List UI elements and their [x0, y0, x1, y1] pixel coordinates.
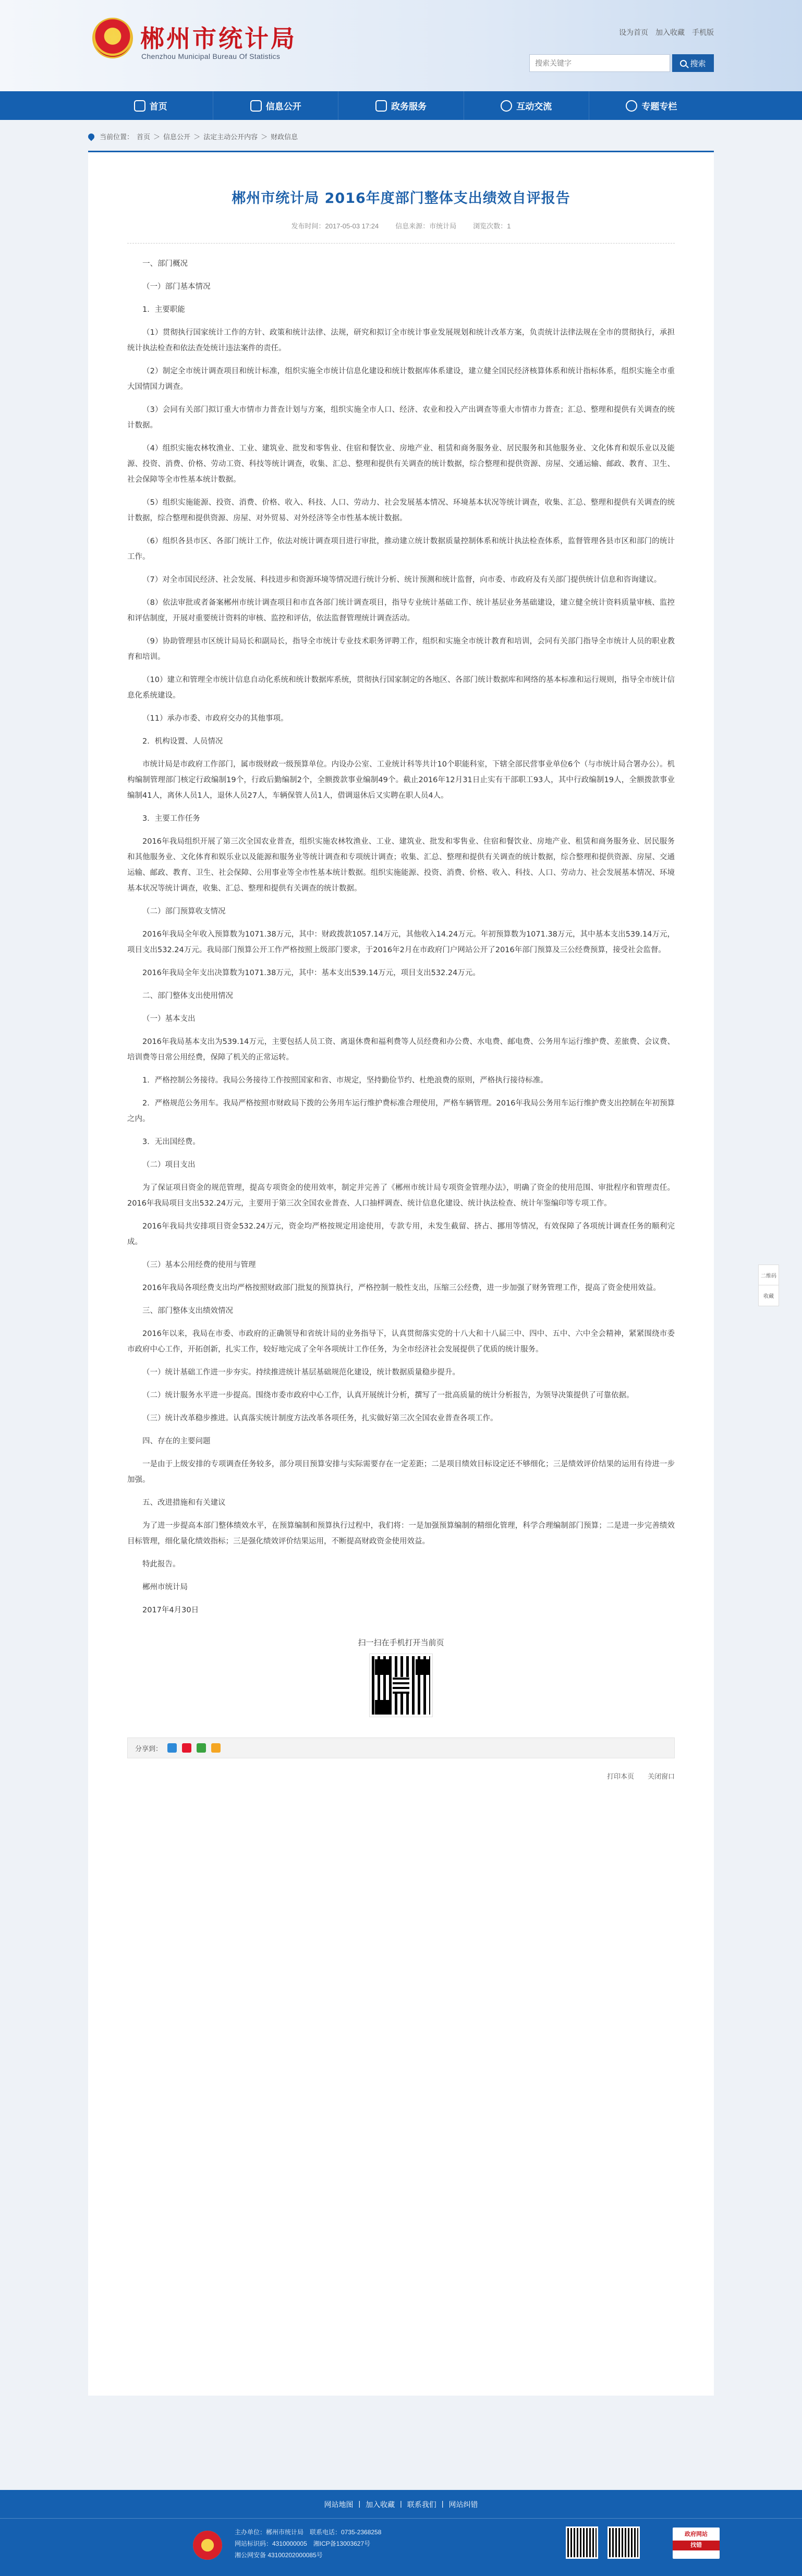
nav-item-home[interactable] — [88, 91, 213, 120]
site-name[interactable]: 郴州市统计局 — [140, 25, 297, 53]
footer-divider — [0, 2518, 802, 2519]
search-icon — [680, 60, 687, 67]
article-paragraph: 2．严格规范公务用车。我局严格按照市财政局下拨的公务用车运行维护费标准合理使用，严格车辆管理。2016年我局公务用车运行维护费支出控制在年初预算之内。 — [127, 1099, 675, 1123]
article-paragraph: （5）组织实施能源、投资、消费、价格、收入、科技、人口、劳动力、社会发展基本情况、环境基本状况等统计调查，收集、汇总、整理和提供有关调查的统计数据，综合整理和提供资源、房屋、对外贸易、对外经济等全市性基本统计数据。 — [127, 499, 675, 523]
article-paragraph: 1．主要职能 — [142, 306, 185, 314]
qr-code-icon — [370, 1654, 432, 1717]
badge-top-label: 政府网站 — [685, 2531, 708, 2537]
article-paragraph: （二）统计服务水平进一步提高。围绕市委市政府中心工作，认真开展统计分析，撰写了一批高质量的统计分析报告，为领导决策提供了可靠依据。 — [142, 1391, 634, 1400]
search-button[interactable] — [672, 54, 714, 72]
article-paragraph: 三、部门整体支出绩效情况 — [142, 1307, 233, 1315]
article-paragraph: （10）建立和管理全市统计信息自动化系统和统计数据库系统，贯彻执行国家制定的各地区、各部门统计数据库和网络的基本标准和运行规则，指导全市统计信息化系统建设。 — [127, 676, 675, 700]
qr-caption: 扫一扫在手机打开当前页 — [358, 1638, 444, 1647]
article-paragraph: 为了进一步提高本部门整体绩效水平，在预算编制和预算执行过程中，我们将：一是加强预算编制的精细化管理，科学合理编制部门预算；二是进一步完善绩效目标管理，细化量化绩效指标；三是强化绩效评价结果运用，不断提高财政资金使用效益。 — [127, 1522, 675, 1546]
top-links — [619, 27, 714, 38]
article-paragraph: （4）组织实施农林牧渔业、工业、建筑业、批发和零售业、住宿和餐饮业、房地产业、租赁和商务服务业、居民服务和其他服务业、文化体育和娱乐业以及能源、投资、消费、价格、劳动工资、科技等统计调查，收集、汇总、整理和提供有关调查的统计数据，综合整理和提供资源、房屋、交通运输、邮政、教育、卫生、社会保障等全市性基本统计数据。 — [127, 444, 675, 484]
article-paragraph: 2016年我局各项经费支出均严格按照财政部门批复的预算执行，严格控制一般性支出，压缩三公经费，进一步加强了财务管理工作，提高了资金使用效益。 — [142, 1284, 661, 1292]
close-window-button[interactable]: 关闭窗口 — [647, 1772, 675, 1780]
search-input[interactable] — [529, 54, 670, 72]
footer-link-sitemap[interactable]: 网站地图 — [324, 2500, 354, 2509]
share-bar — [127, 1737, 675, 1758]
side-qr-button[interactable]: 二维码 — [758, 1265, 779, 1285]
article-paragraph: 为了保证项目资金的规范管理，提高专项资金的使用效率，制定并完善了《郴州市统计局专项资金管理办法》，明确了资金的使用范围、审批程序和管理责任。2016年我局项目支出532.24万元，主要用于第三次全国农业普查、人口抽样调查、统计信息化建设、统计执法检查、统计年鉴编印等专项工作。 — [127, 1184, 675, 1208]
chat-icon — [501, 100, 512, 112]
topic-icon — [626, 100, 637, 112]
article-paragraph: （1）贯彻执行国家统计工作的方针、政策和统计法律、法规，研究和拟订全市统计事业发展规划和统计改革方案，负责统计法律法规在全市的贯彻执行，承担统计执法检查和依法查处统计违法案件的责任。 — [127, 329, 675, 353]
search-button-label: 搜索 — [690, 59, 706, 68]
nav-item-label: 首页 — [149, 102, 167, 112]
nav-item-label: 政务服务 — [391, 102, 427, 112]
article-tools — [127, 1771, 675, 1781]
service-icon — [375, 100, 387, 112]
weibo-qr-icon — [607, 2526, 640, 2559]
side-favorite-button[interactable]: 收藏 — [758, 1285, 779, 1306]
gov-site-badge[interactable] — [673, 2528, 720, 2559]
breadcrumb-item-info-public[interactable]: 信息公开 — [163, 133, 191, 141]
home-icon — [134, 100, 145, 112]
article-paragraph: （三）基本公用经费的使用与管理 — [142, 1261, 256, 1269]
footer-links: 网站地图 | 加入收藏 | 联系我们 | 网站纠错 — [324, 2499, 478, 2509]
side-float-panel — [758, 1265, 779, 1306]
footer-link-report-error[interactable]: 网站纠错 — [448, 2500, 478, 2509]
article-paragraph: （6）组织各县市区、各部门统计工作，依法对统计调查项目进行审批，推动建立统计数据质量控制体系和统计执法检查体系，监督管理各县市区和部门的统计工作。 — [127, 537, 675, 561]
article-paragraph: 2．机构设置、人员情况 — [142, 737, 223, 746]
weibo-share-icon[interactable] — [182, 1743, 191, 1753]
article-paragraph: 2016年我局组织开展了第三次全国农业普查，组织实施农林牧渔业、工业、建筑业、批发和零售业、住宿和餐饮业、房地产业、租赁和商务服务业、居民服务和其他服务业、文化体育和娱乐业以及能源和服务业等统计调查和专项统计调查；收集、汇总、整理和提供有关调查的统计数据，综合整理和提供资源、房屋、交通运输、邮政、教育、卫生、社会保障、公用事业等全市性基本统计数据。组织实施能源、投资、消费、价格、收入、科技、人口、劳动力、社会发展基本情况、环境基本状况等统计调查，收集、汇总、整理和提供有关调查的统计数据。 — [127, 837, 675, 893]
location-pin-icon — [87, 132, 96, 141]
national-emblem-icon — [92, 18, 133, 58]
wechat-qr-icon — [566, 2526, 598, 2559]
nav-item-interaction[interactable] — [464, 91, 589, 120]
footer-info-line: 网站标识码：4310000005 湘ICP备13003627号 — [235, 2540, 371, 2547]
article-paragraph: 市统计局是市政府工作部门，属市级财政一级预算单位。内设办公室、工业统计科等共计10个职能科室，下辖全部民营事业单位6个（与市统计局合署办公）。机构编制管理部门核定行政编制19个，行政后勤编制2个，全额拨款事业编制49个。截止2016年12月31日止实有干部职工93人，其中行政编制19人，全额拨款事业编制41人，离休人员1人，退休人员27人，车辆保管人员1人，借调退休后又实聘在职人员4人。 — [127, 760, 675, 800]
footer-info — [235, 2526, 381, 2561]
article-paragraph: 四、存在的主要问题 — [142, 1437, 211, 1445]
publish-time: 发布时间：2017-05-03 17:24 — [291, 222, 379, 230]
footer-info-line: 主办单位：郴州市统计局 联系电话：0735-2368258 — [235, 2529, 382, 2536]
article-paragraph: 3．无出国经费。 — [142, 1138, 200, 1146]
article-paragraph: 五、改进措施和有关建议 — [142, 1499, 226, 1507]
qr-section — [88, 1637, 714, 1717]
article-paragraph: 郴州市统计局 — [142, 1583, 188, 1591]
main-nav — [0, 91, 802, 120]
article-paragraph: 二、部门整体支出使用情况 — [142, 992, 233, 1000]
article-paragraph: 特此报告。 — [142, 1560, 180, 1569]
breadcrumb-prefix: 当前位置： — [100, 133, 134, 141]
footer-link-contact[interactable]: 联系我们 — [407, 2500, 436, 2509]
article-paragraph: （3）会同有关部门拟订重大市情市力普查计划与方案，组织实施全市人口、经济、农业和投入产出调查等重大市情市力普查；汇总、整理和提供有关调查的统计数据。 — [127, 406, 675, 430]
article-paragraph: （7）对全市国民经济、社会发展、科技进步和资源环境等情况进行统计分析、统计预测和统计监督，向市委、市政府及有关部门提供统计信息和咨询建议。 — [142, 576, 662, 584]
article-paragraph: 1．严格控制公务接待。我局公务接待工作按照国家和省、市规定，坚持勤俭节约、杜绝浪费的原则，严格执行接待标准。 — [142, 1076, 548, 1085]
footer-link-favorite[interactable]: 加入收藏 — [366, 2500, 395, 2509]
info-source: 信息来源：市统计局 — [395, 222, 457, 230]
wechat-share-icon[interactable] — [197, 1743, 206, 1753]
article-title: 郴州市统计局 2016年度部门整体支出绩效自评报告 — [232, 190, 570, 206]
article-paragraph: （2）制定全市统计调查项目和统计标准，组织实施全市统计信息化建设和统计数据库体系建设，建立健全国民经济核算体系和统计指标体系，组织实施全市重大国情国力调查。 — [127, 367, 675, 391]
article-paragraph: （二）项目支出 — [142, 1161, 196, 1169]
article-paragraph: 2016年我局全年收入预算数为1071.38万元，其中：财政拨款1057.14万元，其他收入14.24万元。年初预算数为1071.38万元，其中基本支出539.14万元，项目支出532.24万元。我局部门预算公开工作严格按照上级部门要求，于2016年2月在市政府门户网站公开了2016年部门预算及三公经费预算，接受社会监督。 — [127, 930, 675, 954]
article-paragraph: （二）部门预算收支情况 — [142, 907, 226, 916]
qzone-share-icon[interactable] — [167, 1743, 177, 1753]
add-favorite-link[interactable]: 加入收藏 — [655, 28, 685, 37]
article-paragraph: 2016年以来，我局在市委、市政府的正确领导和省统计局的业务指导下，认真贯彻落实党的十八大和十八届三中、四中、五中、六中全会精神，紧紧围绕市委市政府中心工作，开拓创新，扎实工作，较好地完成了全年各项统计工作任务，为全市经济社会发展提供了优质的统计服务。 — [127, 1330, 675, 1354]
badge-bottom-label: 找错 — [673, 2541, 720, 2550]
nav-item-label: 信息公开 — [265, 102, 301, 112]
article-paragraph: （一）统计基础工作进一步夯实。持续推进统计基层基础规范化建设，统计数据质量稳步提升。 — [142, 1368, 460, 1377]
nav-item-info-public[interactable] — [213, 91, 338, 120]
print-button[interactable]: 打印本页 — [606, 1772, 634, 1780]
article-paragraph: （8）依法审批或者备案郴州市统计调查项目和市直各部门统计调查项目，指导专业统计基础工作、统计基层业务基础建设，建立健全统计资料质量审核、监控和评估制度，开展对重要统计资料的审核、监控和评估，依法监督管理统计调查活动。 — [127, 599, 675, 623]
document-icon — [250, 100, 262, 112]
site-name-english: Chenzhou Municipal Bureau Of Statistics — [141, 52, 281, 60]
nav-item-label: 专题专栏 — [641, 102, 677, 112]
site-header — [0, 0, 802, 91]
nav-item-label: 互动交流 — [516, 102, 552, 112]
article-paragraph: 2016年我局全年支出决算数为1071.38万元，其中：基本支出539.14万元，项目支出532.24万元。 — [142, 969, 480, 977]
article-paragraph: 一是由于上级安排的专项调查任务较多，部分项目预算安排与实际需要存在一定差距；二是项目绩效目标设定还不够细化；三是绩效评价结果的运用有待进一步加强。 — [127, 1460, 675, 1484]
nav-item-gov-service[interactable] — [338, 91, 464, 120]
footer-info-line: 湘公网安备 43100202000085号 — [235, 2551, 323, 2559]
share-label: 分享到： — [135, 1744, 163, 1753]
set-homepage-link[interactable]: 设为首页 — [619, 28, 648, 37]
more-share-icon[interactable] — [211, 1743, 221, 1753]
article-paragraph: （三）统计改革稳步推进。认真落实统计制度方法改革各项任务，扎实做好第三次全国农业普查各项工作。 — [142, 1414, 498, 1423]
article-paragraph: 2017年4月30日 — [142, 1606, 199, 1614]
footer-emblem-icon — [193, 2531, 222, 2560]
article-box — [88, 151, 714, 2396]
site-footer — [0, 2490, 802, 2576]
article-paragraph: 2016年我局基本支出为539.14万元，主要包括人员工资、离退休费和福利费等人员经费和办公费、水电费、邮电费、公务用车运行维护费、差旅费、会议费、培训费等日常公用经费，保障了机关的正常运转。 — [127, 1038, 675, 1062]
mobile-version-link[interactable]: 手机版 — [692, 28, 714, 37]
view-count: 浏览次数：1 — [473, 222, 511, 230]
article-paragraph: 2016年我局共安排项目资金532.24万元，资金均严格按规定用途使用，专款专用，未发生截留、挤占、挪用等情况，有效保障了各项统计调查任务的顺利完成。 — [127, 1222, 675, 1246]
article-paragraph: （一）基本支出 — [142, 1015, 196, 1023]
article-body — [127, 256, 675, 1618]
article-paragraph: 3．主要工作任务 — [142, 815, 200, 823]
article-paragraph: （9）协助管理县市区统计局局长和副局长，指导全市统计专业技术职务评聘工作，组织和实施全市统计教育和培训，会同有关部门指导全市统计人员的职业教育和培训。 — [127, 637, 675, 661]
breadcrumb-item-finance[interactable]: 财政信息 — [271, 133, 298, 141]
article-meta — [88, 221, 714, 230]
article-paragraph: （11）承办市委、市政府交办的其他事项。 — [142, 714, 288, 723]
divider — [127, 243, 675, 244]
nav-item-topics[interactable] — [589, 91, 714, 120]
breadcrumb-item-home[interactable]: 首页 — [137, 133, 151, 141]
breadcrumb-item-statutory[interactable]: 法定主动公开内容 — [203, 133, 258, 141]
article-paragraph: （一）部门基本情况 — [142, 283, 211, 291]
article-paragraph: 一、部门概况 — [142, 260, 188, 268]
breadcrumb: 当前位置： 首页 ＞ 信息公开 ＞ 法定主动公开内容 ＞ 财政信息 — [88, 131, 714, 141]
